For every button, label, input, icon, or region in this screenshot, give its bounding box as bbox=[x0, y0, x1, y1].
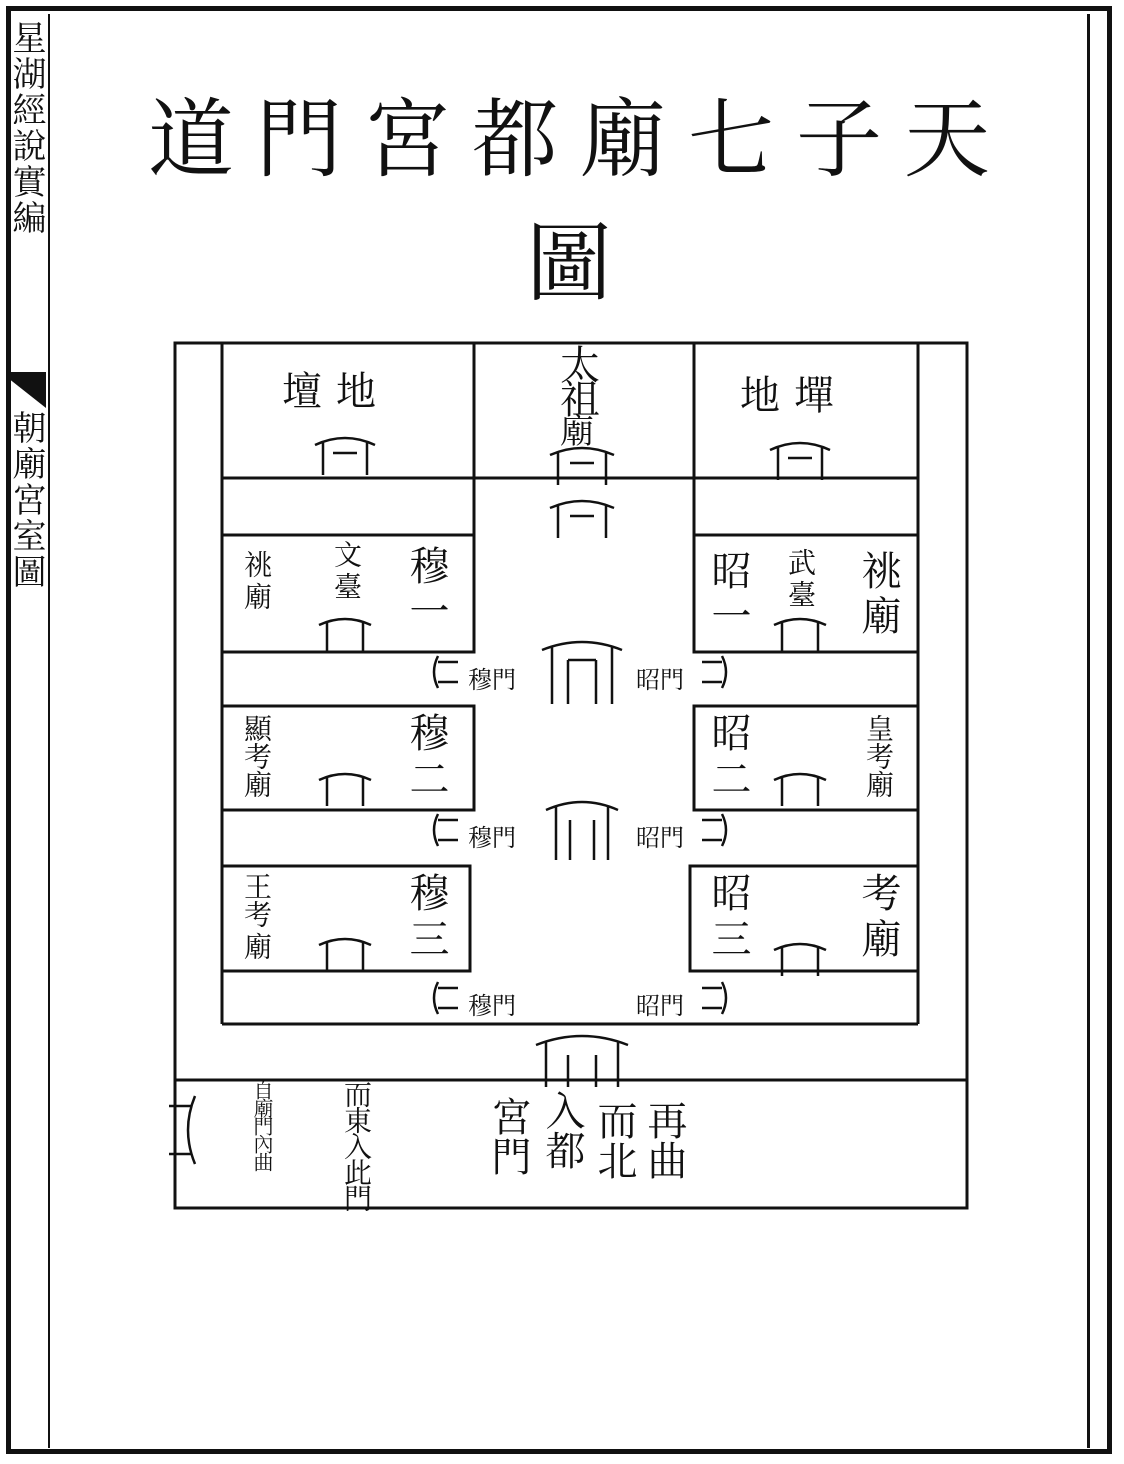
side-gate-icon bbox=[702, 656, 726, 688]
t3-right-inner-a: 昭 bbox=[705, 872, 751, 912]
gate-icon bbox=[550, 501, 614, 538]
gate-icon bbox=[319, 774, 371, 806]
note-col-1: 再曲 bbox=[641, 1100, 687, 1180]
page-title: 天子七廟都宮門道圖 bbox=[148, 90, 1012, 314]
gate-icon bbox=[169, 1096, 195, 1164]
t3-left-outer-a: 王考 bbox=[240, 872, 273, 928]
gate-icon bbox=[315, 438, 375, 475]
earth-altar-label: 地壇 bbox=[282, 369, 390, 415]
t1-right-outer-b: 廟 bbox=[855, 595, 901, 635]
gate-icon bbox=[546, 802, 618, 860]
t1-right-center-a: 武 bbox=[784, 548, 817, 576]
t1-right-center-b: 臺 bbox=[784, 580, 817, 608]
gate-icon bbox=[774, 774, 826, 806]
t2-left-inner-a: 穆 bbox=[403, 712, 449, 752]
grand-ancestor-label-a: 祖 bbox=[560, 377, 600, 423]
t1-left-outer-b: 廟 bbox=[240, 582, 273, 610]
t2-left-outer: 顯考廟 bbox=[240, 714, 273, 798]
t3-left-inner-a: 穆 bbox=[403, 872, 449, 912]
zhao-gate-label-2: 昭門 bbox=[636, 824, 684, 852]
side-gate-icon bbox=[434, 656, 458, 688]
t3-left-inner-b: 三 bbox=[403, 918, 449, 958]
grand-ancestor-label-top: 太 bbox=[560, 343, 600, 389]
t3-right-inner-b: 三 bbox=[705, 918, 751, 958]
side-gate-icon bbox=[702, 982, 726, 1014]
side-gate-icon bbox=[434, 814, 458, 846]
mu-gate-label-1: 穆門 bbox=[468, 666, 516, 694]
note-col-2: 而北 bbox=[591, 1100, 637, 1180]
side-gate-icon bbox=[434, 982, 458, 1014]
note-small-a: 而東入此門 bbox=[340, 1080, 373, 1210]
t1-left-inner-a: 穆 bbox=[403, 545, 449, 585]
t1-left-center-b: 臺 bbox=[330, 572, 363, 600]
t3-left-outer-b: 廟 bbox=[240, 932, 273, 960]
t1-left-outer-a: 祧 bbox=[240, 550, 273, 578]
t2-right-outer: 皇考廟 bbox=[862, 714, 895, 798]
note-col-4: 宮門 bbox=[485, 1096, 531, 1176]
note-col-3: 入都 bbox=[539, 1090, 585, 1170]
outer-wall bbox=[175, 343, 967, 1208]
mu-gate-label-3: 穆門 bbox=[468, 992, 516, 1020]
note-small-b: 自廟門內曲 bbox=[250, 1080, 274, 1170]
t1-left-center-a: 文 bbox=[330, 540, 363, 568]
t1-right-inner-a: 昭 bbox=[705, 550, 751, 590]
gate-icon bbox=[319, 939, 371, 971]
t1-right-inner-b: 一 bbox=[705, 595, 751, 635]
gate-icon bbox=[542, 642, 622, 704]
zhao-gate-label-3: 昭門 bbox=[636, 992, 684, 1020]
gate-icon bbox=[319, 619, 371, 651]
grand-ancestor-label-b: 廟 bbox=[560, 412, 594, 452]
t3-right-outer-b: 廟 bbox=[855, 918, 901, 958]
t1-left-inner-b: 一 bbox=[403, 590, 449, 630]
t2-right-inner-b: 二 bbox=[705, 758, 751, 798]
t3-right-outer-a: 考 bbox=[855, 872, 901, 912]
gate-icon bbox=[774, 619, 826, 651]
t2-left-inner-b: 二 bbox=[403, 758, 449, 798]
zhao-gate-label-1: 昭門 bbox=[636, 666, 684, 694]
earth-ground-label: 墠地 bbox=[740, 373, 848, 419]
chapter-title-margin: 朝廟宮室圖 bbox=[6, 410, 46, 590]
book-title-margin: 星湖經說實編 bbox=[6, 20, 46, 236]
mu-gate-label-2: 穆門 bbox=[468, 824, 516, 852]
side-gate-icon bbox=[702, 814, 726, 846]
gate-icons bbox=[169, 438, 830, 1164]
gate-icon bbox=[770, 443, 830, 480]
t2-right-inner-a: 昭 bbox=[705, 712, 751, 752]
t1-right-outer-a: 祧 bbox=[855, 550, 901, 590]
